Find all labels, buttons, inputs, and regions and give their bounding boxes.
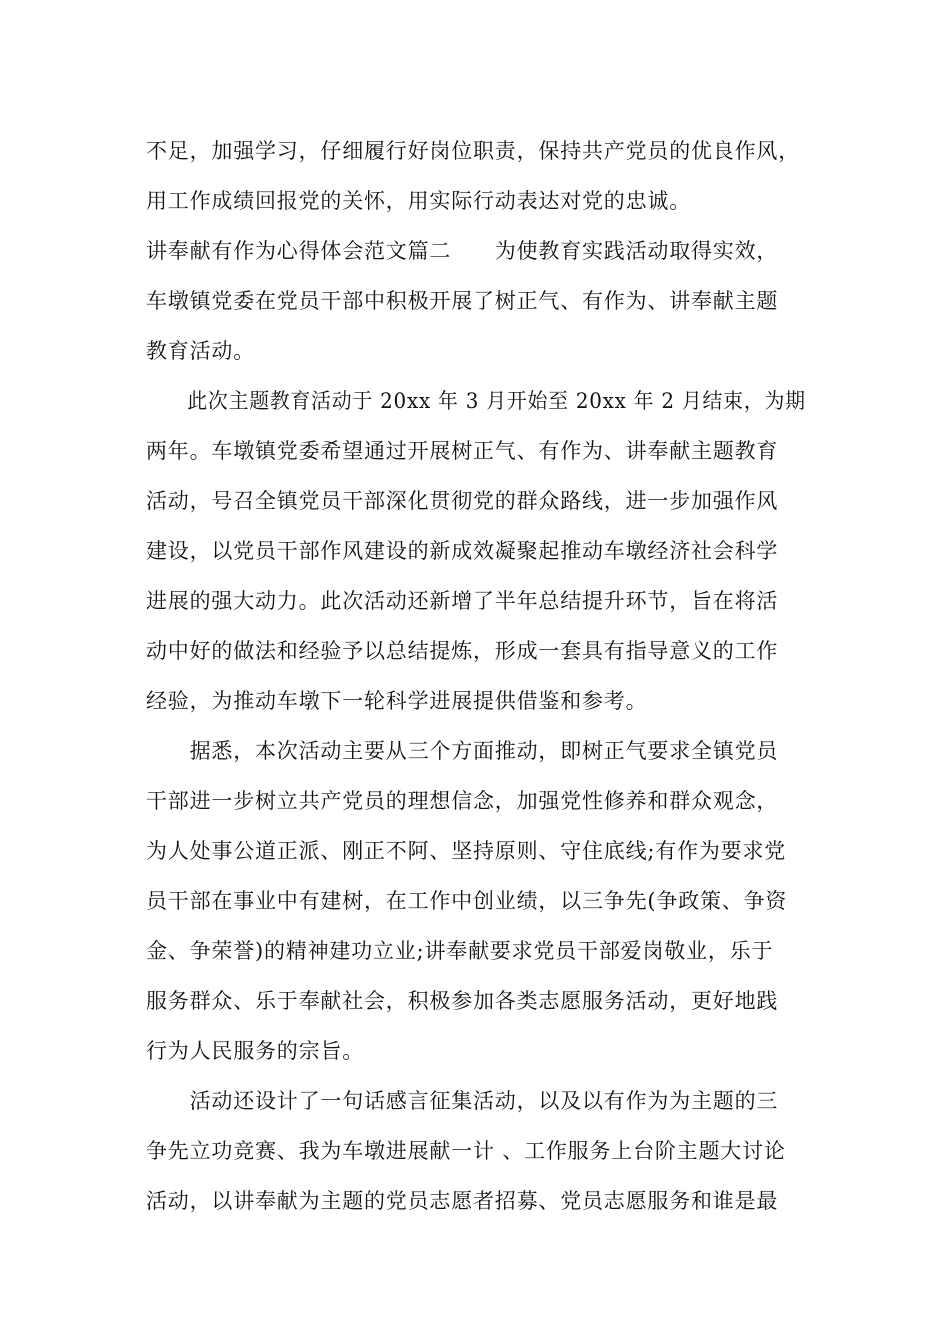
text-line: 服务群众、乐于奉献社会，积极参加各类志愿服务活动，更好地践: [146, 989, 779, 1013]
text-line: 活动，以讲奉献为主题的党员志愿者招募、党员志愿服务和谁是最: [146, 1189, 779, 1213]
text-line: 车墩镇党委在党员干部中积极开展了树正气、有作为、讲奉献主题: [146, 289, 779, 313]
text-line: 活动，号召全镇党员干部深化贯彻党的群众路线，进一步加强作风: [146, 489, 779, 513]
text-line: 两年。车墩镇党委希望通过开展树正气、有作为、讲奉献主题教育: [146, 439, 779, 463]
text-line: 经验，为推动车墩下一轮科学进展提供借鉴和参考。: [146, 689, 648, 713]
paragraph-start-line: 活动还设计了一句话感言征集活动，以及以有作为为主题的三: [146, 1089, 779, 1113]
text-line: 不足，加强学习，仔细履行好岗位职责，保持共产党员的优良作风，: [146, 139, 800, 163]
paragraph-start-line: 此次主题教育活动于 20xx 年 3 月开始至 20xx 年 2 月结束，为期: [146, 389, 806, 413]
paragraph-start-line: 据悉，本次活动主要从三个方面推动，即树正气要求全镇党员: [146, 739, 779, 763]
text-line: 行为人民服务的宗旨。: [146, 1039, 364, 1063]
text-line: 教育活动。: [146, 339, 255, 363]
text-line: 建设，以党员干部作风建设的新成效凝聚起推动车墩经济社会科学: [146, 539, 779, 563]
text-line: 进展的强大动力。此次活动还新增了半年总结提升环节，旨在将活: [146, 589, 779, 613]
text-line: 争先立功竞赛、我为车墩进展献一计 、工作服务上台阶主题大讨论: [146, 1139, 786, 1163]
text-line: 用工作成绩回报党的关怀，用实际行动表达对党的忠诚。: [146, 189, 691, 213]
text-line: 金、争荣誉)的精神建功立业;讲奉献要求党员干部爱岗敬业，乐于: [146, 939, 774, 963]
text-line: 动中好的做法和经验予以总结提炼，形成一套具有指导意义的工作: [146, 639, 779, 663]
text-line: 为人处事公道正派、刚正不阿、坚持原则、守住底线;有作为要求党: [146, 839, 787, 863]
section-heading-line: 讲奉献有作为心得体会范文篇二 为使教育实践活动取得实效，: [146, 239, 779, 263]
text-line: 干部进一步树立共产党员的理想信念，加强党性修养和群众观念，: [146, 789, 779, 813]
text-line: 员干部在事业中有建树，在工作中创业绩，以三争先(争政策、争资: [146, 889, 788, 913]
